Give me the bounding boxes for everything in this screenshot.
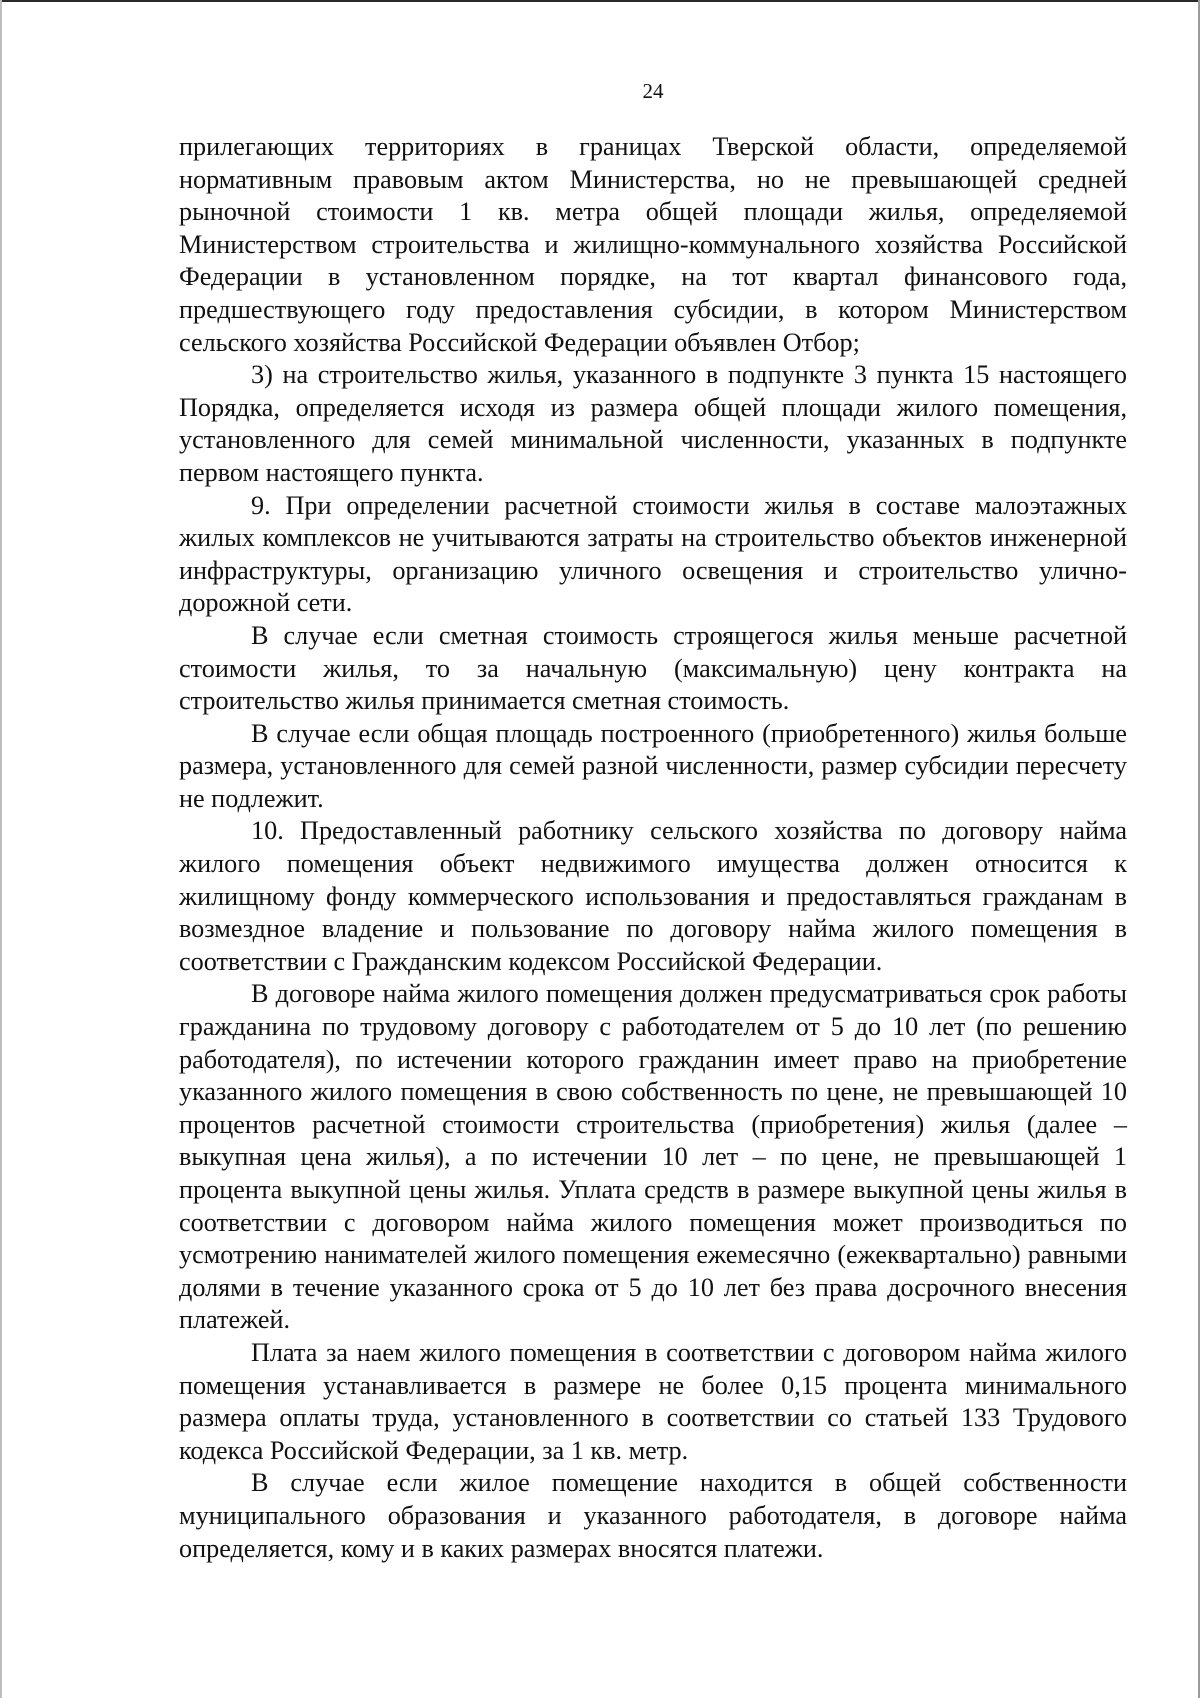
- document-body: [179, 131, 1127, 1565]
- scan-top-edge: [0, 0, 1200, 2]
- paragraph-area-exceeds: В случае если общая площадь построенного (приобретенного) жилья больше размера, установленного для семей разной численности, размер субсидии пересчету не подлежит.: [179, 718, 1127, 813]
- scan-left-edge: [0, 0, 2, 1698]
- page-number: 24: [642, 79, 664, 103]
- paragraph-estimate-cost: В случае если сметная стоимость строящегося жилья меньше расчетной стоимости жилья, то за начальную (максимальную) цену контракта на строительство жилья принимается сметная стоимость.: [179, 620, 1127, 716]
- paragraph-continuation: прилегающих территориях в границах Тверской области, определяемой нормативным правовым актом Министерства, но не превышающей средней рыночной стоимости 1 кв. метра общей площади жилья, определяемой Министерством строительства и жилищно-коммунального хозяйства Российской Федерации в установленном порядке, на тот квартал финансового года, предшествующего году предоставления субсидии, в котором Министерством сельского хозяйства Российской Федерации объявлен Отбор;: [179, 132, 1127, 357]
- paragraph-rent-payment: Плата за наем жилого помещения в соответствии с договором найма жилого помещения устанавливается в размере не более 0,15 процента минимального размера оплаты труда, установленного в соответствии со статьей 133 Трудового кодекса Российской Федерации, за 1 кв. метр.: [179, 1337, 1127, 1465]
- paragraph-item-10: 10. Предоставленный работнику сельского хозяйства по договору найма жилого помещения объект недвижимого имущества должен относится к жилищному фонду коммерческого использования и предоставляться гражданам в возмездное владение и пользование по договору найма жилого помещения в соответствии с Гражданским кодексом Российской Федерации.: [179, 816, 1127, 976]
- paragraph-item-9: 9. При определении расчетной стоимости жилья в составе малоэтажных жилых комплексов не учитываются затраты на строительство объектов инженерной инфраструктуры, организацию уличного освещения и строительство улично-дорожной сети.: [179, 490, 1127, 618]
- paragraph-lease-term: В договоре найма жилого помещения должен предусматриваться срок работы гражданина по трудовому договору с работодателем от 5 до 10 лет (по решению работодателя), по истечении которого гражданин имеет право на приобретение указанного жилого помещения в свою собственность по цене, не превышающей 10 процентов расчетной стоимости строительства (приобретения) жилья (далее – выкупная цена жилья), а по истечении 10 лет – по цене, не превышающей 1 процента выкупной цены жилья. Уплата средств в размере выкупной цены жилья в соответствии с договором найма жилого помещения может производиться по усмотрению нанимателей жилого помещения ежемесячно (ежеквартально) равными долями в течение указанного срока от 5 до 10 лет без права досрочного внесения платежей.: [179, 979, 1127, 1335]
- paragraph-joint-ownership: В случае если жилое помещение находится в общей собственности муниципального образования и указанного работодателя, в договоре найма определяется, кому и в каких размерах вносятся платежи.: [179, 1468, 1127, 1563]
- paragraph-subitem-3: 3) на строительство жилья, указанного в подпункте 3 пункта 15 настоящего Порядка, определяется исходя из размера общей площади жилого помещения, установленного для семей минимальной численности, указанных в подпункте первом настоящего пункта.: [179, 360, 1127, 487]
